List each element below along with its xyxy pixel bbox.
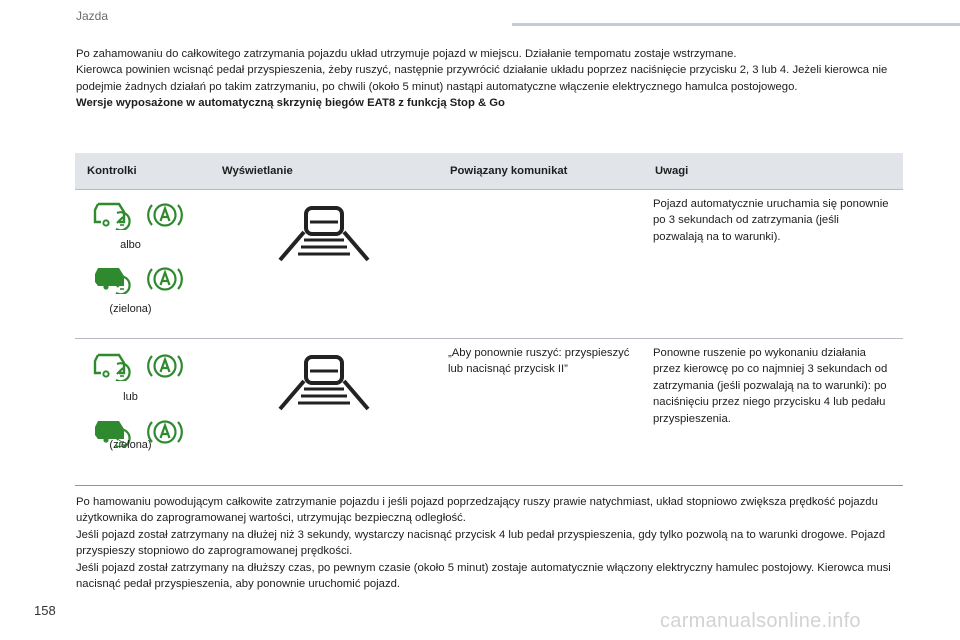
notes-text: Ponowne ruszenie po wykonaniu działania przez kierowcę po co najmniej 3 sekundach od zatrzymania (jeśli pozwalają na to warunki): po naciśnięciu przez niego przycisku 4 lub pedału przyspieszenia. bbox=[653, 347, 888, 425]
auto-hold-a-icon bbox=[145, 200, 185, 230]
column-header-controls: Kontrolki bbox=[75, 153, 210, 190]
message-text: „Aby ponownie ruszyć: przyspieszyć lub nacisnąć przycisk II” bbox=[448, 347, 630, 376]
notes-cell bbox=[643, 339, 903, 486]
indicator-icons-outline bbox=[93, 200, 185, 230]
indicator-icons-green bbox=[93, 264, 185, 294]
message-cell bbox=[438, 339, 643, 486]
display-cell bbox=[210, 339, 438, 486]
indicator-icons-outline bbox=[93, 351, 185, 381]
page-number: 158 bbox=[34, 603, 56, 618]
cruise-control-green-icon bbox=[93, 264, 133, 294]
table-header-row bbox=[75, 153, 903, 190]
indicator-table bbox=[75, 153, 903, 486]
column-header-message: Powiązany komunikat bbox=[438, 153, 643, 190]
outro-paragraph-2: Jeśli pojazd został zatrzymany na dłużej niż 3 sekundy, wystarczy nacisnąć przycisk 4 lub pedał przyspieszenia, gdy tylko pozwolą na to warunki drogowe. Pojazd przyspieszy stopniowo do zaprogramowanej prędkości. bbox=[76, 528, 886, 558]
column-header-notes: Uwagi bbox=[643, 153, 903, 190]
connector-label: albo bbox=[120, 239, 141, 251]
car-on-road-icon bbox=[274, 351, 374, 411]
auto-hold-a-icon bbox=[145, 351, 185, 381]
intro-text bbox=[76, 46, 896, 112]
controls-cell bbox=[75, 339, 210, 486]
section-heading: Wersje wyposażone w automatyczną skrzynię biegów EAT8 z funkcją Stop & Go bbox=[76, 97, 505, 110]
connector-label: lub bbox=[123, 391, 138, 403]
auto-hold-a-icon bbox=[145, 264, 185, 294]
column-header-display: Wyświetlanie bbox=[210, 153, 438, 190]
cruise-control-outline-icon bbox=[93, 351, 133, 381]
outro-text bbox=[76, 494, 906, 592]
notes-cell bbox=[643, 190, 903, 339]
section-title: Jazda bbox=[76, 9, 109, 23]
intro-paragraph-1: Po zahamowaniu do całkowitego zatrzymania pojazdu układ utrzymuje pojazd w miejscu. Działanie tempomatu zostaje wstrzymane. bbox=[76, 48, 737, 60]
outro-paragraph-1: Po hamowaniu powodującym całkowite zatrzymanie pojazdu i jeśli pojazd poprzedzający ruszy prawie natychmiast, układ stopniowo zwiększa prędkość pojazdu użytkownika do zaprogramowanej wartości, utrzymując bezpieczną odległość. bbox=[76, 496, 878, 525]
display-cell bbox=[210, 190, 438, 339]
table-row bbox=[75, 339, 903, 486]
color-note-label: (zielona) bbox=[109, 303, 152, 315]
table-row bbox=[75, 190, 903, 339]
car-on-road-icon bbox=[274, 202, 374, 262]
header-bar bbox=[512, 23, 960, 26]
message-text bbox=[438, 190, 643, 196]
controls-cell bbox=[75, 190, 210, 339]
color-note-label: (zielona) bbox=[109, 439, 152, 451]
intro-paragraph-2: Kierowca powinien wcisnąć pedał przyspieszenia, żeby ruszyć, następnie przywrócić działanie układu poprzez naciśnięcie przycisku 2, 3 lub 4. Jeżeli kierowca nie podejmie żadnych działań po takim zatrzymaniu, po chwili (około 5 minut) nastąpi automatyczne włączenie elektrycznego hamulca postojowego. bbox=[76, 64, 888, 93]
message-cell bbox=[438, 190, 643, 339]
watermark: carmanualsonline.info bbox=[660, 610, 861, 632]
outro-paragraph-3: Jeśli pojazd został zatrzymany na dłuższy czas, po pewnym czasie (około 5 minut) zostaje automatycznie włączony elektryczny hamulec postojowy. Kierowca musi nacisnąć pedał przyspieszenia, aby ponownie uruchomić pojazd. bbox=[76, 561, 891, 591]
notes-text: Pojazd automatycznie uruchamia się ponownie po 3 sekundach od zatrzymania (jeśli pozwalają na to warunki). bbox=[653, 198, 889, 243]
cruise-control-outline-icon bbox=[93, 200, 133, 230]
